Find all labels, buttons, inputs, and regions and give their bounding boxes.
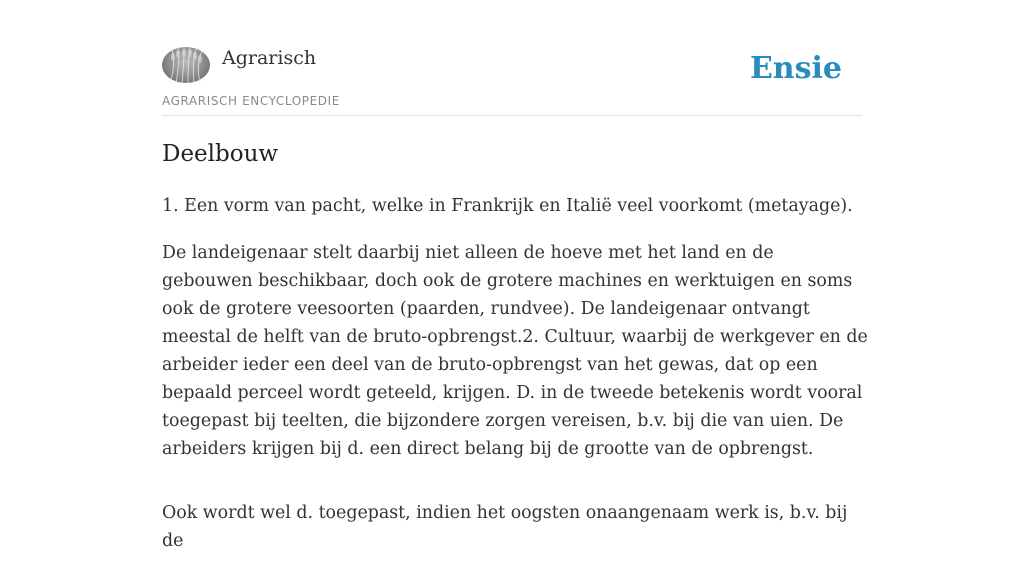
site-header <box>162 0 862 116</box>
article-title: Deelbouw <box>162 141 279 167</box>
article-paragraph: Ook wordt wel d. toegepast, indien het oogsten onaangenaam werk is, b.v. bij de <box>162 503 848 551</box>
article-paragraph: 1. Een vorm van pacht, welke in Frankrijk en Italië veel voorkomt (metayage). <box>162 196 853 216</box>
site-name[interactable]: Agrarisch <box>222 47 317 69</box>
brand-logo-link[interactable]: Ensie <box>749 51 842 86</box>
article-paragraph: De landeigenaar stelt daarbij niet alleen de hoeve met het land en de gebouwen beschikbaar, doch ook de grotere machines en werktuigen en soms ook de grotere veesoorten (paarden, rundvee). De landeigenaar ontvangt meestal de helft van de bruto-opbrengst.2. Cultuur, waarbij de werkgever en de arbeider ieder een deel van de bruto-opbrengst van het gewas, dat op een bepaald perceel wordt geteeld, krijgen. D. in de tweede betekenis wordt vooral toegepast bij teelten, die bijzondere zorgen vereisen, b.v. bij die van uien. De arbeiders krijgen bij d. een direct belang bij de grootte van de opbrengst. <box>162 243 868 459</box>
wheat-logo-icon[interactable] <box>162 47 210 83</box>
site-subtitle: AGRARISCH ENCYCLOPEDIE <box>162 94 340 108</box>
article-body <box>162 192 868 574</box>
content-column <box>162 0 868 551</box>
